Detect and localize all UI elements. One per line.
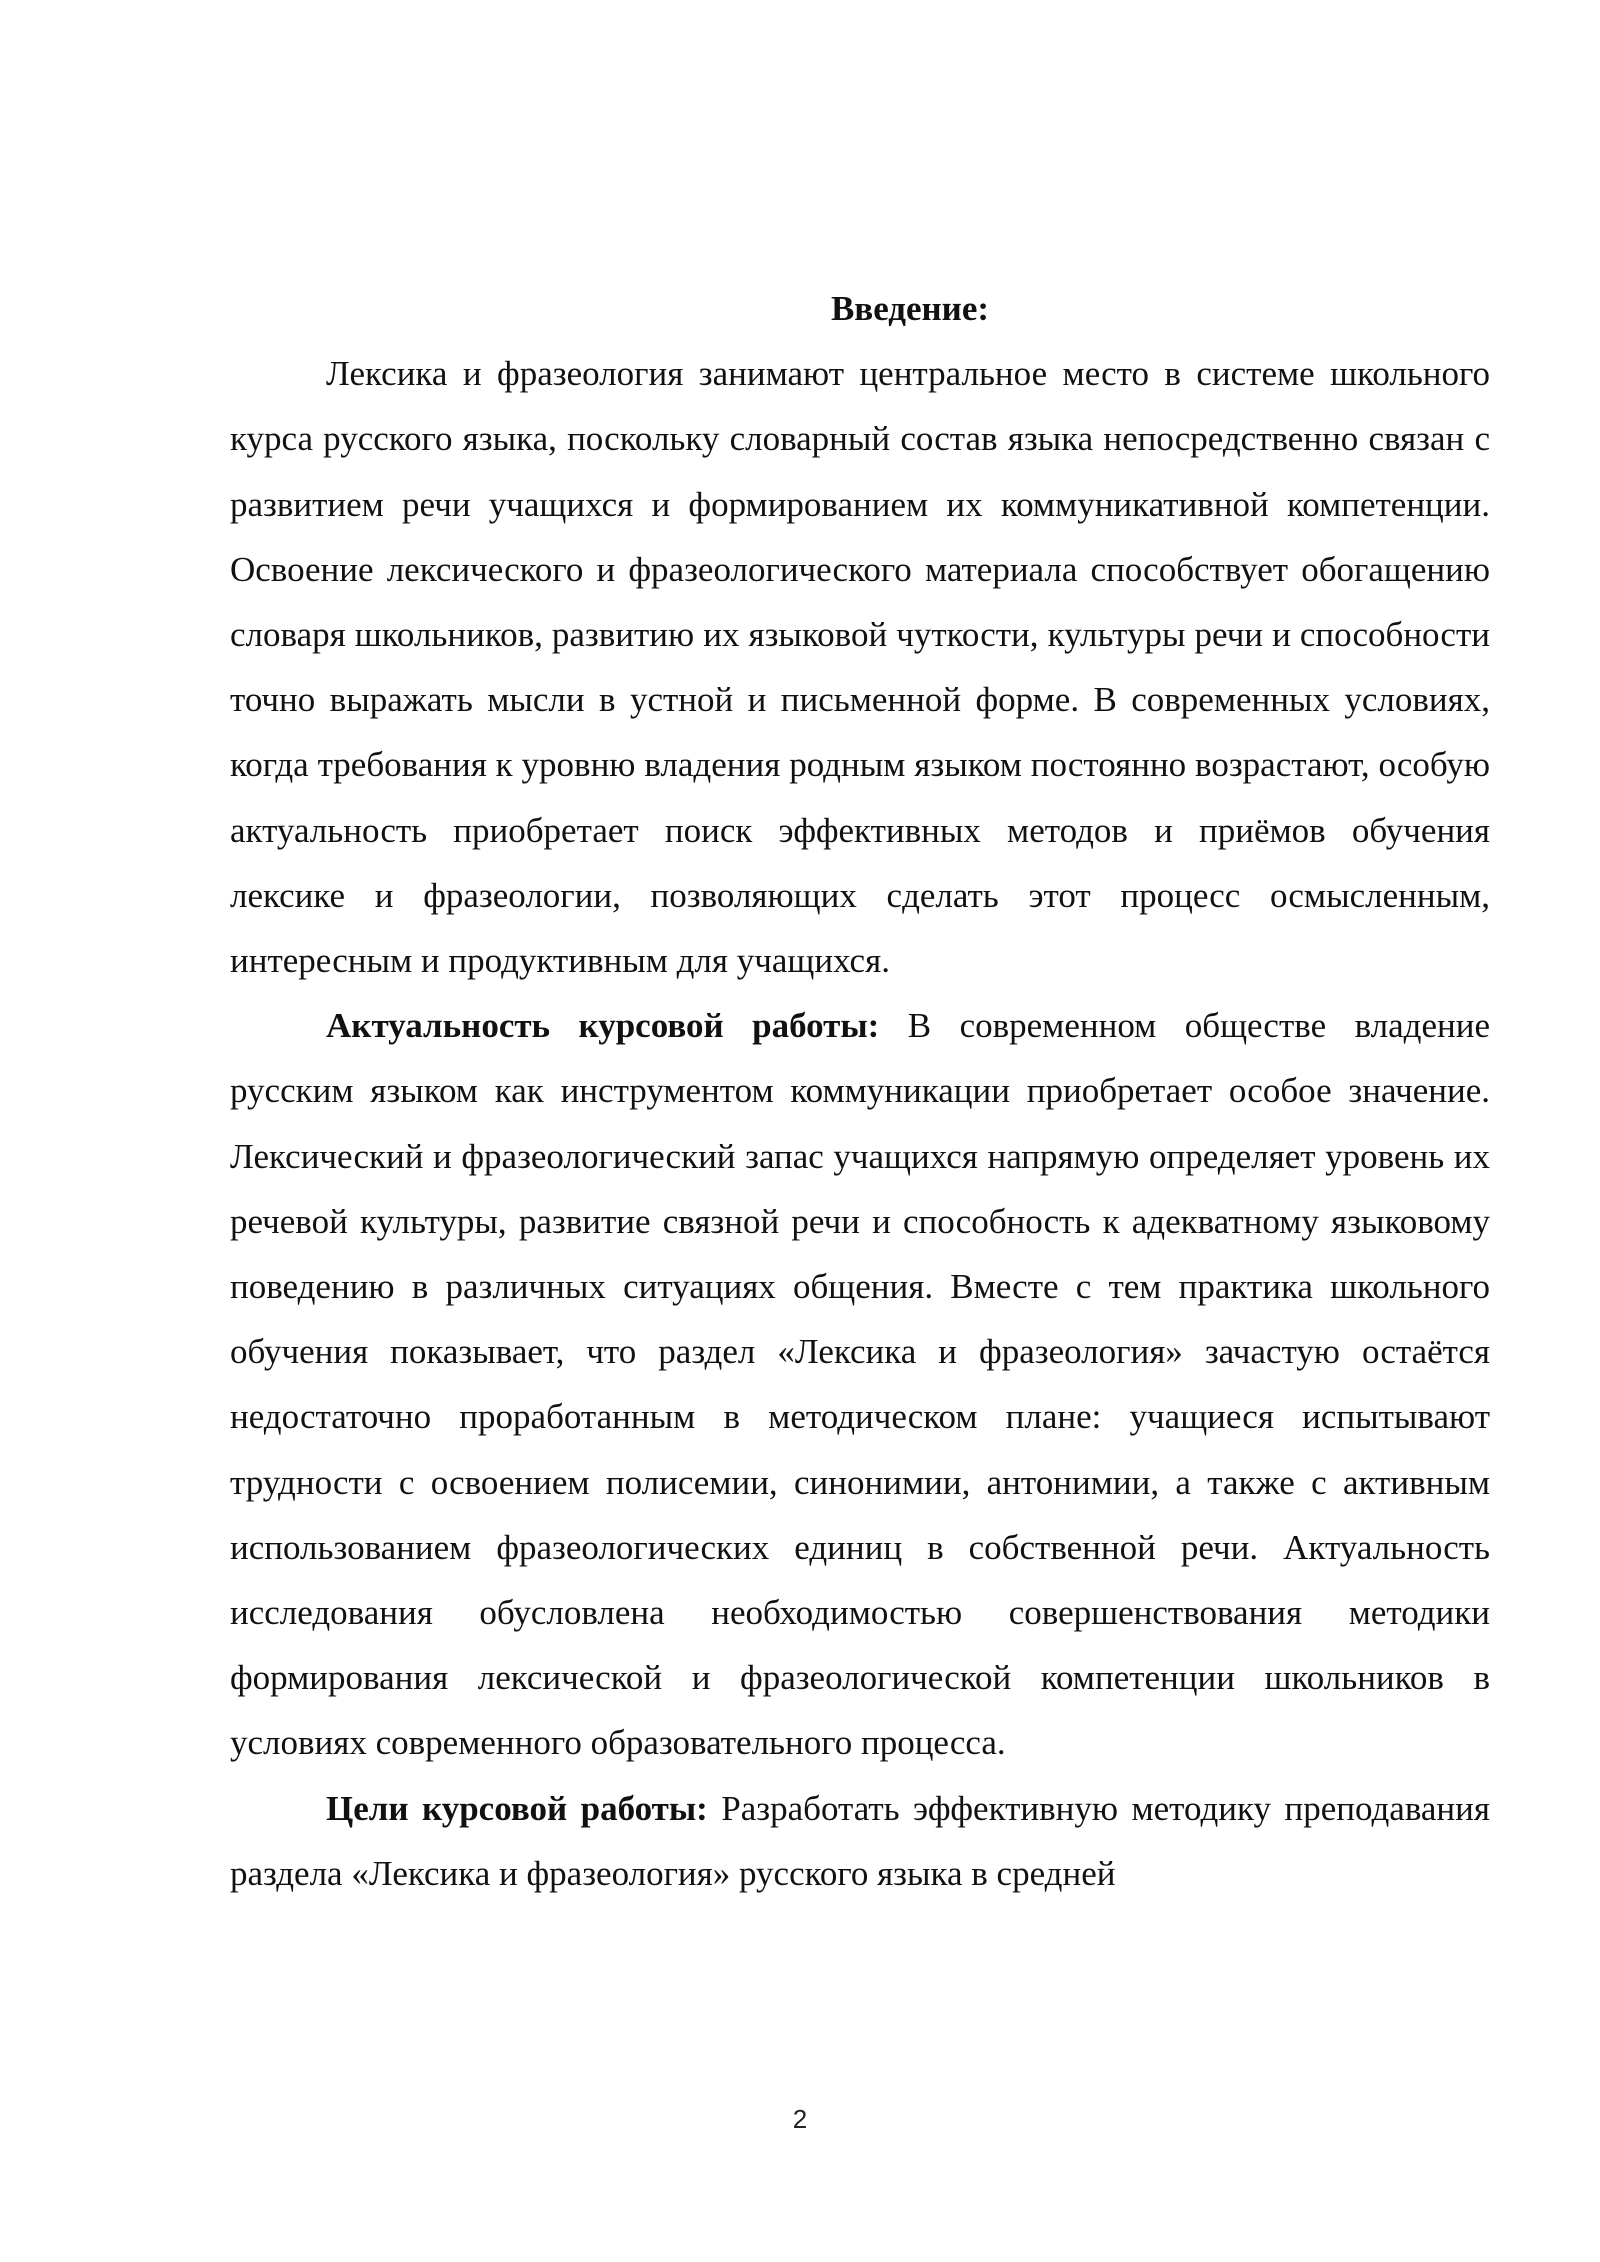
paragraph-text: Разработать эффективную методику преподавания раздела «Лексика и фразеология» русского языка в средней bbox=[230, 1788, 1490, 1893]
page-number: 2 bbox=[792, 2104, 808, 2134]
page-body bbox=[230, 276, 1490, 1906]
paragraph-lead: Актуальность курсовой работы: bbox=[326, 1006, 880, 1046]
relevance-paragraph bbox=[230, 993, 1490, 1775]
paragraph-text: В современном обществе владение русским языком как инструментом коммуникации приобретает особое значение. Лексический и фразеологический запас учащихся напрямую определяет уровень их речевой культуры, развитие связной речи и способность к адекватному языковому поведению в различных ситуациях общения. Вместе с тем практика школьного обучения показывает, что раздел «Лексика и фразеология» зачастую остаётся недостаточно проработанным в методическом плане: учащиеся испытывают трудности с освоением полисемии, синонимии, антонимии, а также с активным использованием фразеологических единиц в собственной речи. Актуальность исследования обусловлена необходимостью совершенствования методики формирования лексической и фразеологической компетенции школьников в условиях современного образовательного процесса. bbox=[230, 1006, 1490, 1763]
paragraph-text: Лексика и фразеология занимают центральное место в системе школьного курса русского языка, поскольку словарный состав языка непосредственно связан с развитием речи учащихся и формированием их коммуникативной компетенции. Освоение лексического и фразеологического материала способствует обогащению словаря школьников, развитию их языковой чуткости, культуры речи и способности точно выражать мысли в устной и письменной форме. В современных условиях, когда требования к уровню владения родным языком постоянно возрастают, особую актуальность приобретает поиск эффективных методов и приёмов обучения лексике и фразеологии, позволяющих сделать этот процесс осмысленным, интересным и продуктивным для учащихся. bbox=[230, 354, 1490, 981]
intro-paragraph bbox=[230, 341, 1490, 993]
goals-paragraph bbox=[230, 1776, 1490, 1906]
section-heading: Введение: bbox=[830, 289, 990, 328]
paragraph-lead: Цели курсовой работы: bbox=[326, 1788, 708, 1828]
